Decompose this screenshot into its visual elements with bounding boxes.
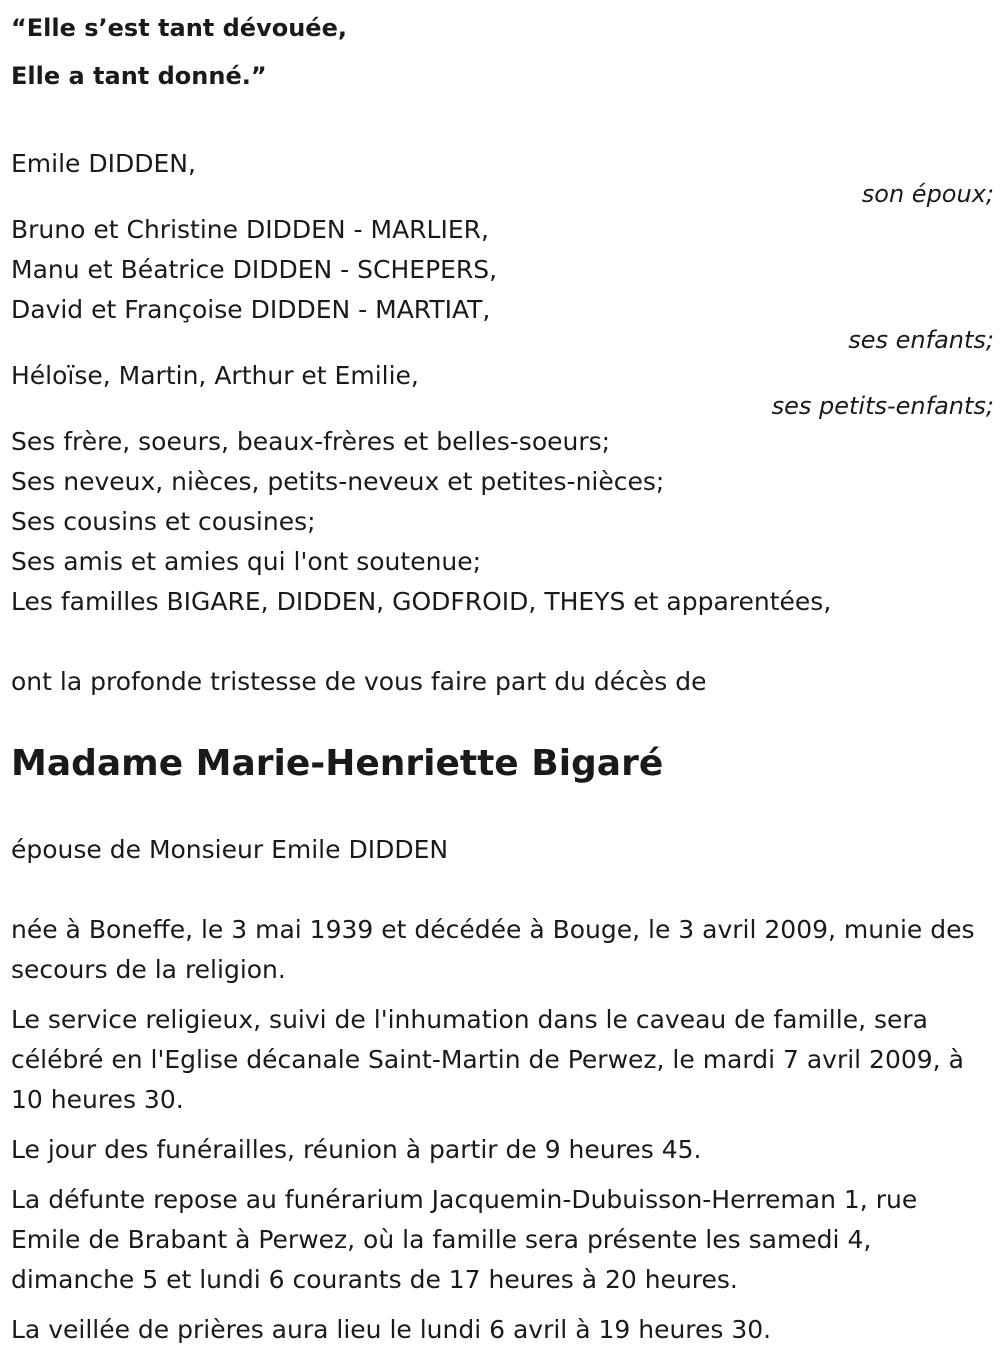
spouse-group — [11, 144, 994, 208]
other-relatives — [11, 422, 991, 622]
announcement-line: ont la profonde tristesse de vous faire part du décès de — [11, 667, 707, 696]
relatives-line: Les familles BIGARE, DIDDEN, GODFROID, THEYS et apparentées, — [11, 587, 832, 616]
relatives-line: Ses amis et amies qui l'ont soutenue; — [11, 547, 482, 576]
relatives-line: Ses frère, soeurs, beaux-frères et belles-soeurs; — [11, 427, 611, 456]
funeral-home-paragraph: La défunte repose au funérarium Jacquemin-Dubuisson-Herreman 1, rue Emile de Brabant à Perwez, où la famille sera présente les samedi 4, dimanche 5 et lundi 6 courants de 17 heures à 20 heures. — [11, 1185, 918, 1294]
children-group — [11, 210, 994, 354]
birth-death-paragraph: née à Boneffe, le 3 mai 1939 et décédée à Bouge, le 3 avril 2009, munie des secours de la religion. — [11, 915, 975, 984]
grandchildren-group — [11, 356, 994, 420]
relatives-line: Ses neveux, nièces, petits-neveux et petites-nièces; — [11, 467, 665, 496]
relatives-line: Ses cousins et cousines; — [11, 507, 316, 536]
spouse-line: épouse de Monsieur Emile DIDDEN — [11, 835, 449, 864]
prayer-vigil-paragraph: La veillée de prières aura lieu le lundi 6 avril à 19 heures 30. — [11, 1315, 772, 1344]
obituary-notice — [11, 0, 994, 1350]
child-name: Bruno et Christine DIDDEN - MARLIER, — [11, 215, 489, 244]
grandchildren-relation: ses petits-enfants; — [771, 392, 994, 420]
deceased-name: Madame Marie-Henriette Bigaré — [11, 743, 664, 784]
spouse-name: Emile DIDDEN, — [11, 149, 196, 178]
quote-line-2: Elle a tant donné.” — [11, 62, 267, 90]
spouse-relation: son époux; — [861, 180, 994, 208]
children-relation: ses enfants; — [848, 326, 994, 354]
service-paragraph: Le service religieux, suivi de l'inhumation dans le caveau de famille, sera célébré en l'Eglise décanale Saint-Martin de Perwez, le mardi 7 avril 2009, à 10 heures 30. — [11, 1005, 964, 1114]
gathering-paragraph: Le jour des funérailles, réunion à partir de 9 heures 45. — [11, 1135, 702, 1164]
spacer — [11, 100, 991, 144]
child-name: David et Françoise DIDDEN - MARTIAT, — [11, 295, 491, 324]
quote-line-1: “Elle s’est tant dévouée, — [11, 14, 347, 42]
child-name: Manu et Béatrice DIDDEN - SCHEPERS, — [11, 255, 498, 284]
grandchildren-names: Héloïse, Martin, Arthur et Emilie, — [11, 361, 419, 390]
